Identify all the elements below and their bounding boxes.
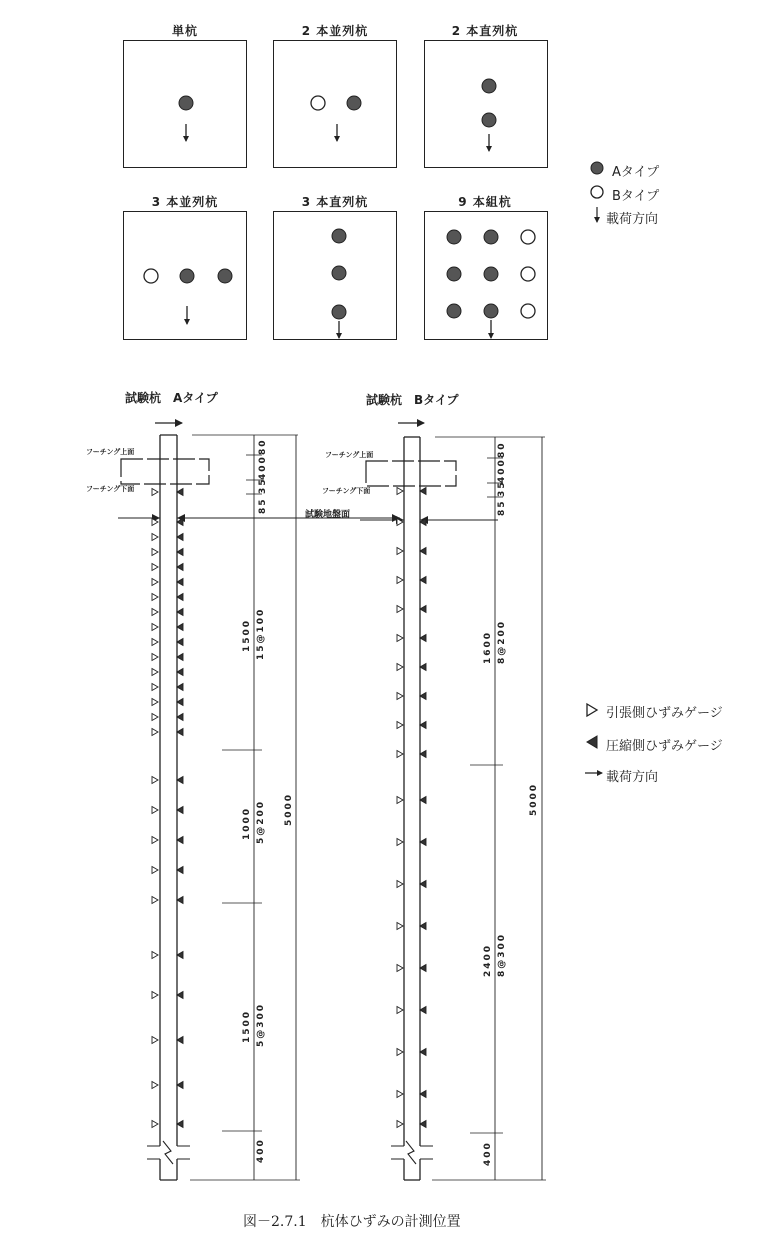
pile-b-seg3-length: 400	[483, 1141, 493, 1166]
tension-gauge	[152, 699, 158, 706]
legend-a-type-icon	[591, 162, 603, 174]
pile-b-footing-top-label: フーチング上面	[325, 451, 374, 459]
pile-a-type-marker	[218, 269, 232, 283]
compression-gauge	[177, 897, 183, 904]
legend-a-type: Aタイプ	[612, 165, 660, 180]
tension-gauge	[397, 751, 403, 758]
pile-a-type-marker	[332, 305, 346, 319]
tension-gauge	[397, 1121, 403, 1128]
compression-gauge	[420, 839, 426, 846]
compression-gauge	[420, 693, 426, 700]
pile-a-type-marker	[447, 230, 461, 244]
compression-gauge	[420, 881, 426, 888]
tension-gauge	[397, 548, 403, 555]
tension-gauge	[397, 1091, 403, 1098]
compression-gauge	[177, 1082, 183, 1089]
pile-b-gauges	[397, 488, 426, 1128]
pile-a-type-marker	[484, 304, 498, 318]
pile-b-type-marker	[521, 267, 535, 281]
tension-gauge	[152, 639, 158, 646]
compression-gauge	[177, 729, 183, 736]
panel-nine-group-piles	[447, 230, 535, 338]
legend-tension-gauge-icon	[587, 704, 597, 716]
compression-gauge	[177, 534, 183, 541]
compression-gauge	[420, 722, 426, 729]
pile-b-total: 5000	[529, 782, 539, 816]
tension-gauge	[152, 714, 158, 721]
ground-surface-label: 試験地盤面	[305, 510, 351, 520]
tension-gauge	[152, 807, 158, 814]
pile-a-drawing	[118, 423, 400, 1180]
tension-gauge	[152, 1121, 158, 1128]
pile-a-type-marker	[484, 267, 498, 281]
pile-a-type-marker	[179, 96, 193, 110]
panel-title-three-series: 3 本直列杭	[301, 195, 369, 209]
compression-gauge	[177, 1037, 183, 1044]
panel-single-piles	[179, 96, 193, 141]
tension-gauge	[152, 952, 158, 959]
pile-a-dim-35: 35	[258, 477, 268, 494]
compression-gauge	[420, 577, 426, 584]
compression-gauge	[420, 1049, 426, 1056]
pile-a-title: 試験杭 Aタイプ	[125, 391, 218, 405]
panel-three-series-piles	[332, 229, 346, 338]
compression-gauge	[177, 639, 183, 646]
compression-gauge	[177, 684, 183, 691]
tension-gauge	[152, 1037, 158, 1044]
tension-gauge	[397, 693, 403, 700]
compression-gauge	[420, 606, 426, 613]
compression-gauge	[420, 1121, 426, 1128]
pile-b-type-marker	[144, 269, 158, 283]
compression-gauge	[177, 519, 183, 526]
pile-b-seg2-spacing: 8@300	[497, 932, 507, 977]
tension-gauge	[152, 897, 158, 904]
compression-gauge	[177, 549, 183, 556]
compression-gauge	[177, 952, 183, 959]
legend-compression-gauge: 圧縮側ひずみゲージ	[606, 739, 723, 754]
tension-gauge	[152, 654, 158, 661]
compression-gauge	[177, 699, 183, 706]
pile-b-type-marker	[521, 304, 535, 318]
panel-three-parallel-piles	[144, 269, 232, 324]
pile-a-seg2-length: 1000	[242, 806, 252, 840]
tension-gauge	[397, 1049, 403, 1056]
pile-a-seg3-spacing: 5@300	[256, 1002, 266, 1047]
compression-gauge	[420, 664, 426, 671]
compression-gauge	[420, 1091, 426, 1098]
compression-gauge	[420, 751, 426, 758]
tension-gauge	[152, 837, 158, 844]
legend-load-direction: 載荷方向	[606, 212, 659, 227]
pile-b-dim-35: 35	[497, 480, 507, 497]
panel-title-single: 単杭	[171, 24, 198, 38]
pile-b-drawing	[360, 423, 546, 1180]
pile-a-type-marker	[332, 229, 346, 243]
compression-gauge	[177, 579, 183, 586]
tension-gauge	[152, 777, 158, 784]
tension-gauge	[152, 669, 158, 676]
compression-gauge	[420, 635, 426, 642]
pile-a-seg3-length: 1500	[242, 1009, 252, 1043]
legend-b-type-icon	[591, 186, 603, 198]
pile-b-dim-400: 400	[497, 458, 507, 483]
tension-gauge	[152, 729, 158, 736]
compression-gauge	[177, 609, 183, 616]
compression-gauge	[177, 564, 183, 571]
tension-gauge	[397, 577, 403, 584]
panel-two-parallel-piles	[311, 96, 361, 141]
tension-gauge	[152, 579, 158, 586]
tension-gauge	[397, 839, 403, 846]
pile-a-dim-80: 80	[258, 438, 268, 455]
pile-b-title: 試験杭 Bタイプ	[366, 393, 459, 407]
tension-gauge	[152, 534, 158, 541]
pile-a-footing-top-label: フーチング上面	[86, 448, 135, 456]
pile-b-dim-85: 85	[497, 499, 507, 516]
compression-gauge	[420, 965, 426, 972]
compression-gauge	[177, 489, 183, 496]
compression-gauge	[420, 1007, 426, 1014]
compression-gauge	[177, 807, 183, 814]
compression-gauge	[177, 1121, 183, 1128]
pile-a-gauges	[152, 489, 183, 1128]
legend-b-type: Bタイプ	[612, 189, 660, 204]
compression-gauge	[420, 797, 426, 804]
compression-gauge	[177, 777, 183, 784]
compression-gauge	[177, 654, 183, 661]
pile-a-total: 5000	[284, 792, 294, 826]
legend-tension-gauge: 引張側ひずみゲージ	[606, 706, 723, 721]
pile-b-type-marker	[521, 230, 535, 244]
compression-gauge	[177, 837, 183, 844]
pile-a-type-marker	[332, 266, 346, 280]
figure-caption: 図－2.7.1 杭体ひずみの計測位置	[243, 1214, 461, 1230]
pile-a-type-marker	[180, 269, 194, 283]
pile-b-seg2-length: 2400	[483, 943, 493, 977]
pile-a-seg2-spacing: 5@200	[256, 799, 266, 844]
pile-a-type-marker	[482, 79, 496, 93]
compression-gauge	[420, 548, 426, 555]
panel-title-two-parallel: 2 本並列杭	[301, 24, 369, 38]
legend-compression-gauge-icon	[587, 736, 597, 748]
compression-gauge	[177, 992, 183, 999]
pile-b-dim-80: 80	[497, 441, 507, 458]
panel-two-series-piles	[482, 79, 496, 151]
tension-gauge	[397, 722, 403, 729]
tension-gauge	[397, 923, 403, 930]
compression-gauge	[420, 923, 426, 930]
panel-title-nine-group: 9 本組杭	[458, 195, 512, 209]
pile-b-seg1-spacing: 8@200	[497, 619, 507, 664]
pile-a-seg1-length: 1500	[242, 618, 252, 652]
panel-title-two-series: 2 本直列杭	[451, 24, 519, 38]
pile-b-footing-bottom-label: フーチング下面	[322, 487, 371, 495]
compression-gauge	[177, 867, 183, 874]
pile-a-type-marker	[447, 267, 461, 281]
tension-gauge	[152, 1082, 158, 1089]
pile-b-type-marker	[311, 96, 325, 110]
pile-a-type-marker	[347, 96, 361, 110]
pile-a-dim-85: 85	[258, 497, 268, 514]
tension-gauge	[152, 564, 158, 571]
pile-a-dim-400: 400	[258, 455, 268, 480]
tension-gauge	[397, 488, 403, 495]
tension-gauge	[397, 635, 403, 642]
compression-gauge	[177, 714, 183, 721]
pile-a-type-marker	[484, 230, 498, 244]
pile-b-seg1-length: 1600	[483, 630, 493, 664]
compression-gauge	[177, 669, 183, 676]
tension-gauge	[152, 624, 158, 631]
tension-gauge	[397, 797, 403, 804]
legend-load-direction-2: 載荷方向	[606, 770, 659, 785]
pile-a-type-marker	[482, 113, 496, 127]
pile-a-seg4-length: 400	[256, 1138, 266, 1163]
tension-gauge	[397, 606, 403, 613]
pile-a-seg1-spacing: 15@100	[256, 607, 266, 660]
tension-gauge	[152, 489, 158, 496]
tension-gauge	[397, 881, 403, 888]
tension-gauge	[152, 867, 158, 874]
pile-a-type-marker	[447, 304, 461, 318]
panel-title-three-parallel: 3 本並列杭	[151, 195, 219, 209]
tension-gauge	[397, 965, 403, 972]
pile-a-footing-bottom-label: フーチング下面	[86, 485, 135, 493]
tension-gauge	[152, 609, 158, 616]
compression-gauge	[177, 624, 183, 631]
tension-gauge	[152, 549, 158, 556]
tension-gauge	[397, 1007, 403, 1014]
tension-gauge	[152, 992, 158, 999]
compression-gauge	[420, 488, 426, 495]
tension-gauge	[152, 684, 158, 691]
compression-gauge	[177, 594, 183, 601]
tension-gauge	[152, 594, 158, 601]
tension-gauge	[397, 664, 403, 671]
